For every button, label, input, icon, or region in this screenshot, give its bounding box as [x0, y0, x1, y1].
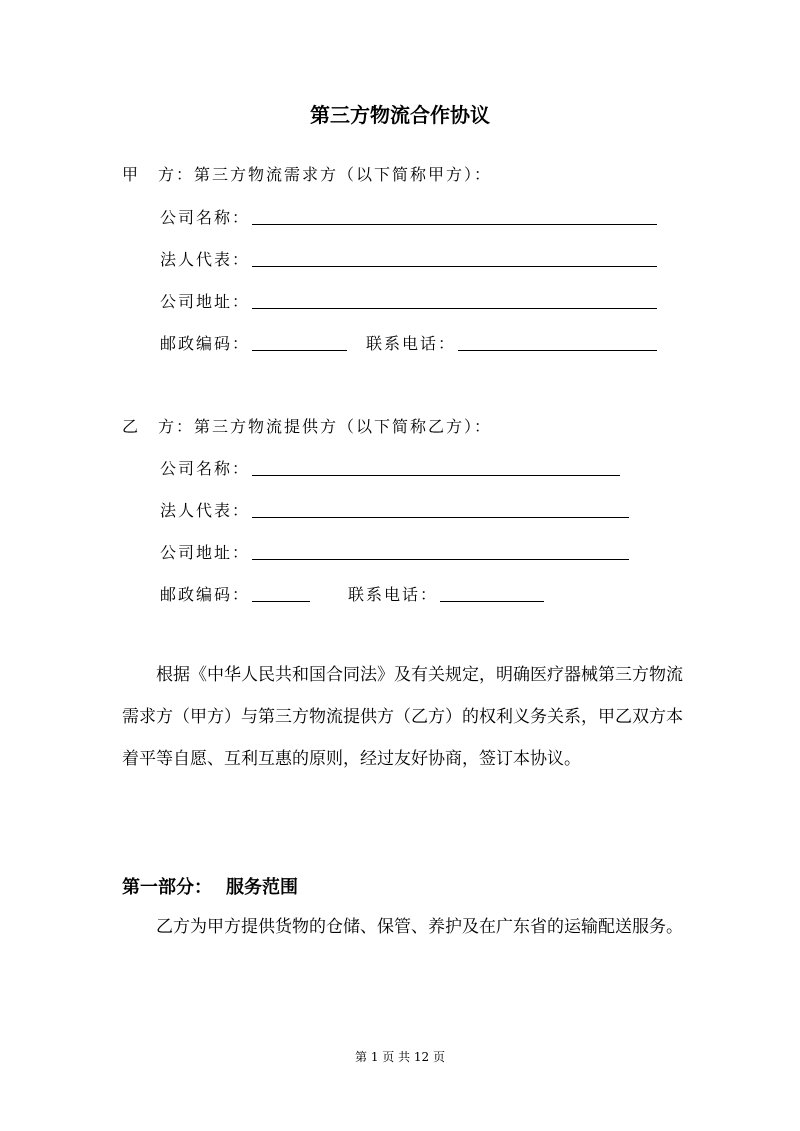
party-b-phone-label: 联系电话：	[348, 585, 439, 604]
section-1-number: 第一部分：	[122, 877, 212, 898]
preamble-paragraph	[122, 654, 692, 780]
document-title: 第三方物流合作协议	[310, 103, 490, 127]
party-a-heading-text: 方：第三方物流需求方（以下简称甲方）：	[158, 165, 493, 184]
party-b-postcode-label: 邮政编码：	[160, 585, 251, 604]
party-a-phone-label: 联系电话：	[366, 334, 457, 353]
page-footer: 第 1 页 共 12 页	[355, 1050, 445, 1064]
section-1-heading	[122, 874, 298, 902]
party-a-postcode-label: 邮政编码：	[160, 334, 251, 353]
party-a-address-label: 公司地址：	[160, 292, 251, 311]
party-b-address-label: 公司地址：	[160, 543, 251, 562]
party-b-address-blank[interactable]	[252, 559, 629, 560]
section-1-title: 服务范围	[226, 877, 298, 898]
party-a-company-label: 公司名称：	[160, 208, 251, 227]
section-1-body: 乙方为甲方提供货物的仓储、保管、养护及在广东省的运输配送服务。	[156, 917, 683, 937]
party-a-heading	[122, 163, 492, 187]
party-a-company-blank[interactable]	[252, 224, 657, 225]
party-a-phone-blank[interactable]	[458, 350, 657, 351]
party-b-legal-rep-label: 法人代表：	[160, 501, 251, 520]
party-a-legal-rep-label: 法人代表：	[160, 250, 251, 269]
party-a-postcode-blank[interactable]	[252, 350, 347, 351]
party-b-phone-blank[interactable]	[440, 601, 544, 602]
party-b-name: 乙	[122, 417, 141, 436]
section-1-paragraph	[122, 906, 692, 948]
party-a-name: 甲	[122, 165, 141, 184]
party-b-company-blank[interactable]	[252, 475, 620, 476]
party-b-postcode-blank[interactable]	[252, 601, 310, 602]
party-b-company-label: 公司名称：	[160, 459, 251, 478]
party-a-legal-rep-blank[interactable]	[252, 266, 657, 267]
party-b-heading-text: 方：第三方物流提供方（以下简称乙方）：	[158, 417, 493, 436]
party-a-address-blank[interactable]	[252, 308, 657, 309]
party-b-heading	[122, 415, 492, 439]
party-b-legal-rep-blank[interactable]	[252, 517, 629, 518]
preamble-text: 根据《中华人民共和国合同法》及有关规定，明确医疗器械第三方物流需求方（甲方）与第三方物流提供方（乙方）的权利义务关系，甲乙双方本着平等自愿、互利互惠的原则，经过友好协商，签订本协议。	[122, 665, 683, 769]
